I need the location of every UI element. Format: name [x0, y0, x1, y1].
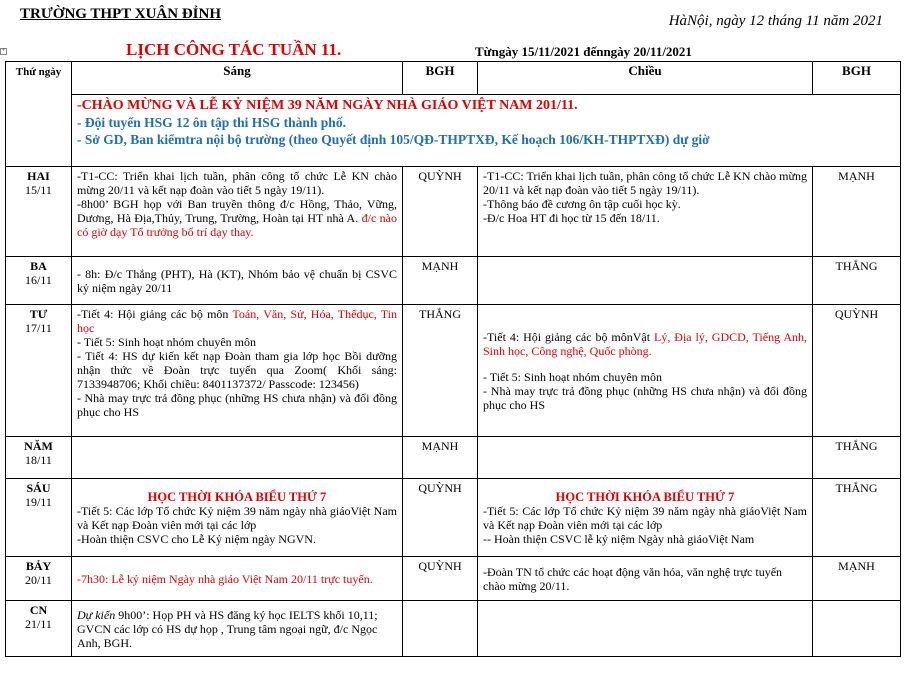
morning-cell	[72, 601, 403, 657]
morning-line: -Tiết 5: Các lớp Tổ chức Kỷ niệm 39 năm ngày nhà giáoViệt Nam và Kết nạp Đoàn viên mới tại các lớp	[77, 503, 397, 532]
bgh-morning-cell: MẠNH	[403, 257, 478, 305]
afternoon-subjects: Lý, Địa lý, GDCD, Tiếng Anh, Sinh học, Công nghệ, Quốc phòng.	[483, 329, 807, 358]
bgh-morning-cell: QUỲNH	[403, 167, 478, 257]
bgh-afternoon-cell: MẠNH	[813, 557, 901, 601]
table-row	[6, 167, 901, 257]
morning-line: -T1-CC: Triển khai lịch tuần, phân công tổ chức Lễ KN chào mừng 20/11 và kết nạp đoàn vào tiết 5 ngày 19/11).	[77, 169, 397, 197]
school-name: TRƯỜNG THPT XUÂN ĐỈNH	[20, 6, 221, 22]
day-name: BẢY	[25, 559, 52, 573]
table-row	[6, 479, 901, 557]
afternoon-line: -- Hoàn thiện CSVC lễ kỷ niệm Ngày nhà giáoViệt Nam	[483, 531, 755, 546]
afternoon-line: - Tiết 5: Sinh hoạt nhóm chuyên môn	[483, 369, 663, 384]
morning-line: - 8h: Đ/c Thắng (PHT), Hà (KT), Nhóm bảo vệ chuẩn bị CSVC kỷ niệm ngày 20/11	[77, 266, 397, 295]
day-cell	[6, 305, 72, 437]
day-name: TƯ	[29, 307, 48, 321]
bgh-afternoon-cell: QUỲNH	[813, 305, 901, 437]
column-header-day-label: Thứ ngày	[15, 66, 62, 78]
morning-cell	[72, 557, 403, 601]
bgh-afternoon-cell: THẮNG	[813, 479, 901, 557]
bgh-morning-cell: QUỲNH	[403, 557, 478, 601]
bgh-afternoon-cell: MẠNH	[813, 167, 901, 257]
morning-cell	[72, 305, 403, 437]
afternoon-line: -T1-CC: Triển khai lịch tuần, phân công tổ chức Lễ KN chào mừng 20/11 và kết nạp đoàn vào tiết 5 ngày 19/11).	[483, 169, 807, 197]
column-header-morning: Sáng	[72, 62, 403, 95]
morning-cell	[72, 437, 403, 479]
morning-heading: HỌC THỜI KHÓA BIỂU THỨ 7	[147, 489, 327, 504]
day-name: SÁU	[26, 481, 51, 495]
day-cell	[6, 257, 72, 305]
morning-line: -8h00’ BGH họp với Ban truyền thông đ/c Hồng, Thảo, Vững, Dương, Hà Địa,Thủy, Trung, Trường, Hoàn tại HT nhà A.	[77, 197, 397, 225]
afternoon-cell	[478, 167, 813, 257]
table-row	[6, 257, 901, 305]
bgh-morning-cell: MẠNH	[403, 437, 478, 479]
banner-line-3: - Sở GD, Ban kiểmtra nội bộ trường (theo Quyết định 105/QĐ-THPTXĐ, Kế hoạch 106/KH-THPTXĐ) dự giờ	[77, 132, 710, 147]
morning-cell	[72, 479, 403, 557]
table-row	[6, 601, 901, 657]
table-row	[6, 557, 901, 601]
day-date: 19/11	[25, 495, 52, 509]
bgh-morning-cell: QUỲNH	[403, 479, 478, 557]
afternoon-line: -Thông báo đề cương ôn tập cuối học kỳ.	[483, 197, 681, 211]
afternoon-cell	[478, 479, 813, 557]
day-name: NĂM	[24, 439, 53, 453]
banner-cell	[72, 95, 901, 167]
schedule-table	[5, 61, 901, 657]
afternoon-line: -Đ/c Hoa HT đi học từ 15 đến 18/11.	[483, 211, 660, 225]
day-date: 20/11	[25, 573, 52, 587]
bgh-afternoon-cell	[813, 601, 901, 657]
day-name: HAI	[27, 169, 50, 183]
header-row	[6, 62, 901, 95]
morning-cell	[72, 167, 403, 257]
afternoon-line: -Tiết 5: Các lớp Tổ chức Kỷ niệm 39 năm ngày nhà giáoViệt Nam và Kết nạp Đoàn viên mới tại các lớp	[483, 503, 807, 532]
bgh-afternoon-cell: THẮNG	[813, 257, 901, 305]
morning-line: -7h30: Lễ kỷ niệm Ngày nhà giáo Việt Nam 20/11 trực tuyến.	[77, 571, 373, 586]
day-date: 18/11	[25, 453, 52, 467]
page-title: LỊCH CÔNG TÁC TUẦN 11.	[126, 40, 342, 59]
morning-prefix: -Tiết 4: Hội giảng các bộ môn	[77, 307, 233, 321]
day-name: CN	[29, 603, 48, 617]
table-row	[6, 437, 901, 479]
afternoon-cell	[478, 305, 813, 437]
day-cell	[6, 557, 72, 601]
day-cell	[6, 479, 72, 557]
table-anchor-icon[interactable]: +	[1, 48, 6, 54]
morning-line: - Tiết 5: Sinh hoạt nhóm chuyên môn	[77, 335, 257, 349]
column-header-afternoon: Chiều	[478, 62, 813, 95]
afternoon-line: - Nhà may trực trả đồng phục (những HS chưa nhận) và đổi đồng phục cho HS	[483, 383, 807, 412]
day-name: BA	[30, 259, 47, 273]
day-cell	[6, 437, 72, 479]
morning-line: - Nhà may trực trả đồng phục (những HS chưa nhận) và đổi đồng phục cho HS	[77, 391, 397, 419]
day-cell	[6, 167, 72, 257]
afternoon-cell	[478, 257, 813, 305]
day-date: 15/11	[25, 183, 52, 197]
morning-subjects: Toán, Văn, Sử, Hóa, Thểdục, Tin học	[77, 307, 397, 335]
banner-line-1: -CHÀO MỪNG VÀ LỄ KỶ NIỆM 39 NĂM NGÀY NHÀ GIÁO VIỆT NAM 201/11.	[77, 98, 578, 113]
column-header-day	[6, 62, 72, 167]
morning-cell	[72, 257, 403, 305]
morning-line: 9h00’: Họp PH và HS đăng ký học IELTS khối 10,11; GVCN các lớp có HS dự họp , Trung tâm ngoại ngữ, đ/c Ngọc Anh, BGH.	[77, 607, 378, 650]
banner-row	[6, 95, 901, 167]
afternoon-cell	[478, 601, 813, 657]
table-row	[6, 305, 901, 437]
date-range: Từngày 15/11/2021 đếnngày 20/11/2021	[475, 44, 692, 59]
bgh-afternoon-cell: THẮNG	[813, 437, 901, 479]
afternoon-cell	[478, 557, 813, 601]
place-date: HàNội, ngày 12 tháng 11 năm 2021	[668, 13, 883, 29]
morning-tentative: Dự kiến	[77, 607, 116, 622]
afternoon-prefix: -Tiết 4: Hội giảng các bộ mônVật	[483, 329, 655, 344]
morning-note: đ/c nào có giờ dạy Tổ trưởng bố trí dạy thay.	[77, 211, 397, 239]
day-date: 16/11	[25, 273, 52, 287]
column-header-bgh-afternoon: BGH	[813, 62, 901, 95]
afternoon-cell	[478, 437, 813, 479]
bgh-morning-cell: THẮNG	[403, 305, 478, 437]
banner-line-2: - Đội tuyển HSG 12 ôn tập thi HSG thành phố.	[77, 115, 346, 130]
afternoon-line: -Đoàn TN tổ chức các hoạt động văn hóa, văn nghệ trực tuyến chào mừng 20/11.	[483, 564, 783, 593]
column-header-bgh-morning: BGH	[403, 62, 478, 95]
day-date: 21/11	[25, 617, 52, 631]
day-cell	[6, 601, 72, 657]
morning-line: -Hoàn thiện CSVC cho Lễ Kỷ niệm ngày NGVN.	[77, 531, 316, 546]
afternoon-heading: HỌC THỜI KHÓA BIỂU THỨ 7	[555, 489, 735, 504]
morning-line: - Tiết 4: HS dự kiến kết nạp Đoàn tham gia lớp học Bồi dưỡng nhận thức về Đoàn trực tuyến qua Zoom( Khối sáng: 7133948706; Khối chiều: 8401137372/ Passcode: 123456)	[77, 349, 397, 391]
day-date: 17/11	[25, 321, 52, 335]
bgh-morning-cell	[403, 601, 478, 657]
